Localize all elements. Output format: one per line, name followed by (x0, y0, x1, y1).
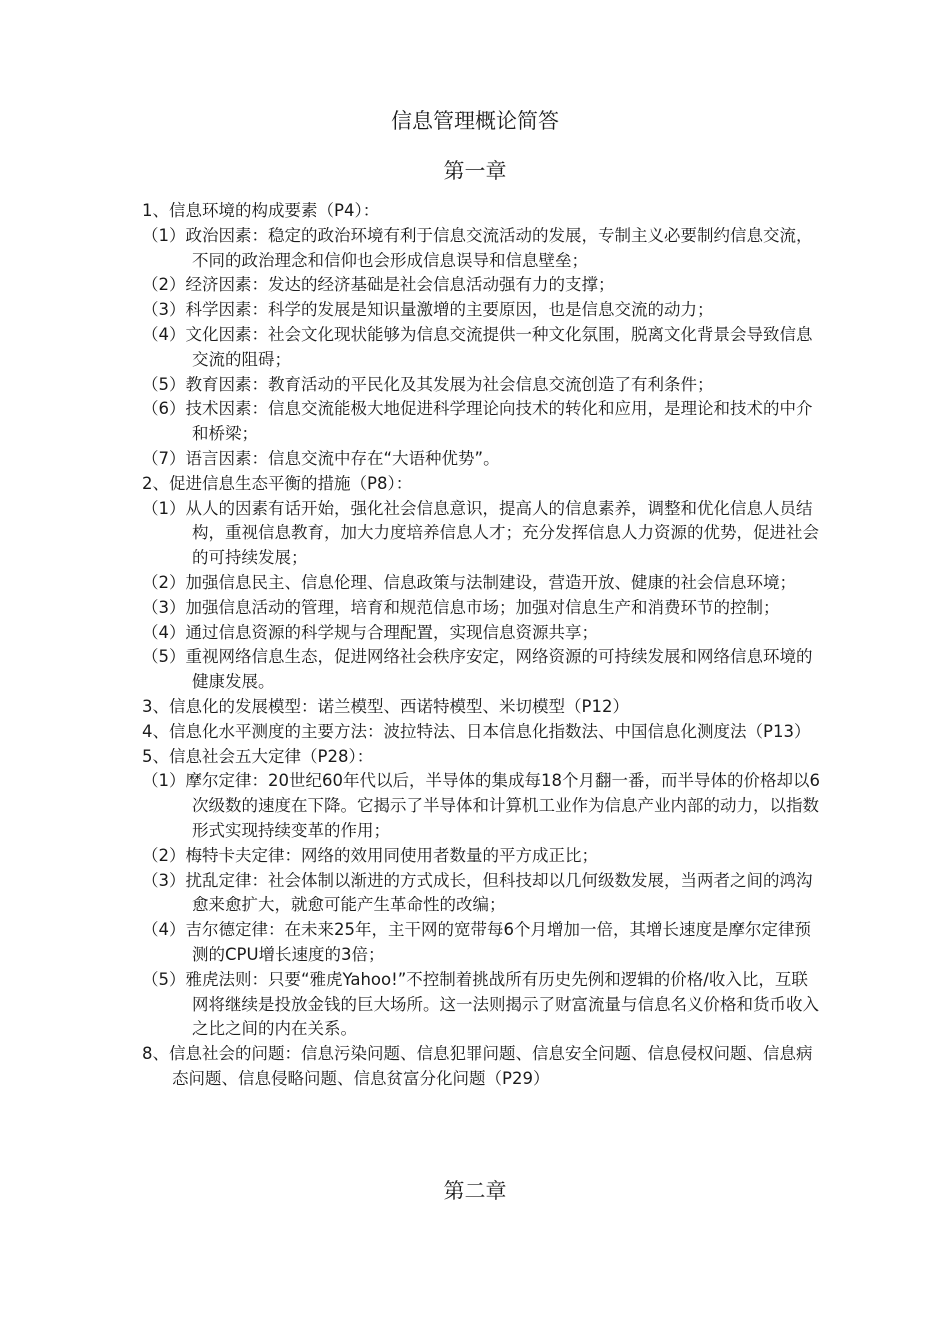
answer-item: （2）加强信息民主、信息伦理、信息政策与法制建设，营造开放、健康的社会信息环境； (142, 572, 796, 592)
chapter-heading-2: 第二章 (443, 1179, 507, 1203)
chapter-heading-1: 第一章 (443, 159, 507, 183)
answer-item: （4）通过信息资源的科学规与合理配置，实现信息资源共享； (142, 622, 598, 642)
answer-item: （5）重视网络信息生态，促进网络社会秩序安定，网络资源的可持续发展和网络信息环境的健康发展。 (142, 647, 813, 692)
answer-item: （4）吉尔德定律：在未来25年，主干网的宽带每6个月增加一倍，其增长速度是摩尔定律预测的CPU增长速度的3倍； (142, 920, 811, 964)
answer-item: （2）经济因素：发达的经济基础是社会信息活动强有力的支撑； (142, 275, 615, 295)
question-5: 5、信息社会五大定律（P28）： (142, 746, 374, 766)
document-body (142, 199, 822, 1092)
answer-item: （1）摩尔定律：20世纪60年代以后，半导体的集成每18个月翻一番，而半导体的价格却以6次级数的速度在下降。它揭示了半导体和计算机工业作为信息产业内部的动力，以指数形式实现持续变革的作用； (142, 771, 820, 840)
question-2: 2、促进信息生态平衡的措施（P8）： (142, 473, 413, 493)
answer-item: （3）扰乱定律：社会体制以渐进的方式成长，但科技却以几何级数发展，当两者之间的鸿沟愈来愈扩大，就愈可能产生革命性的改编； (142, 870, 813, 915)
question-8: 8、信息社会的问题：信息污染问题、信息犯罪问题、信息安全问题、信息侵权问题、信息病态问题、信息侵略问题、信息贫富分化问题（P29） (142, 1044, 813, 1088)
answer-item: （1）政治因素：稳定的政治环境有利于信息交流活动的发展，专制主义必要制约信息交流，不同的政治理念和信仰也会形成信息误导和信息壁垒； (142, 225, 813, 270)
answer-item: （1）从人的因素有话开始，强化社会信息意识，提高人的信息素养，调整和优化信息人员结构，重视信息教育，加大力度培养信息人才；充分发挥信息人力资源的优势，促进社会的可持续发展； (142, 498, 819, 568)
answer-item: （2）梅特卡夫定律：网络的效用同使用者数量的平方成正比； (142, 845, 598, 865)
answer-item: （3）科学因素：科学的发展是知识量激增的主要原因，也是信息交流的动力； (142, 300, 714, 320)
answer-item: （5）教育因素：教育活动的平民化及其发展为社会信息交流创造了有利条件； (142, 374, 714, 394)
answer-item: （5）雅虎法则：只要“雅虎Yahoo!”不控制着挑战所有历史先例和逻辑的价格/收入比，互联网将继续是投放金钱的巨大场所。这一法则揭示了财富流量与信息名义价格和货币收入之比之间的内在关系。 (142, 969, 819, 1039)
answer-item: （3）加强信息活动的管理，培育和规范信息市场；加强对信息生产和消费环节的控制； (142, 597, 780, 617)
question-1: 1、信息环境的构成要素（P4）： (142, 201, 380, 220)
question-4: 4、信息化水平测度的主要方法：波拉特法、日本信息化指数法、中国信息化测度法（P13） (142, 721, 811, 741)
question-3: 3、信息化的发展模型：诺兰模型、西诺特模型、米切模型（P12） (142, 696, 629, 716)
answer-item: （4）文化因素：社会文化现状能够为信息交流提供一种文化氛围，脱离文化背景会导致信息交流的阻碍； (142, 324, 813, 369)
answer-item: （7）语言因素：信息交流中存在“大语种优势”。 (142, 448, 500, 468)
answer-item: （6）技术因素：信息交流能极大地促进科学理论向技术的转化和应用，是理论和技术的中介和桥梁； (142, 399, 813, 444)
document-title: 信息管理概论简答 (391, 109, 559, 133)
